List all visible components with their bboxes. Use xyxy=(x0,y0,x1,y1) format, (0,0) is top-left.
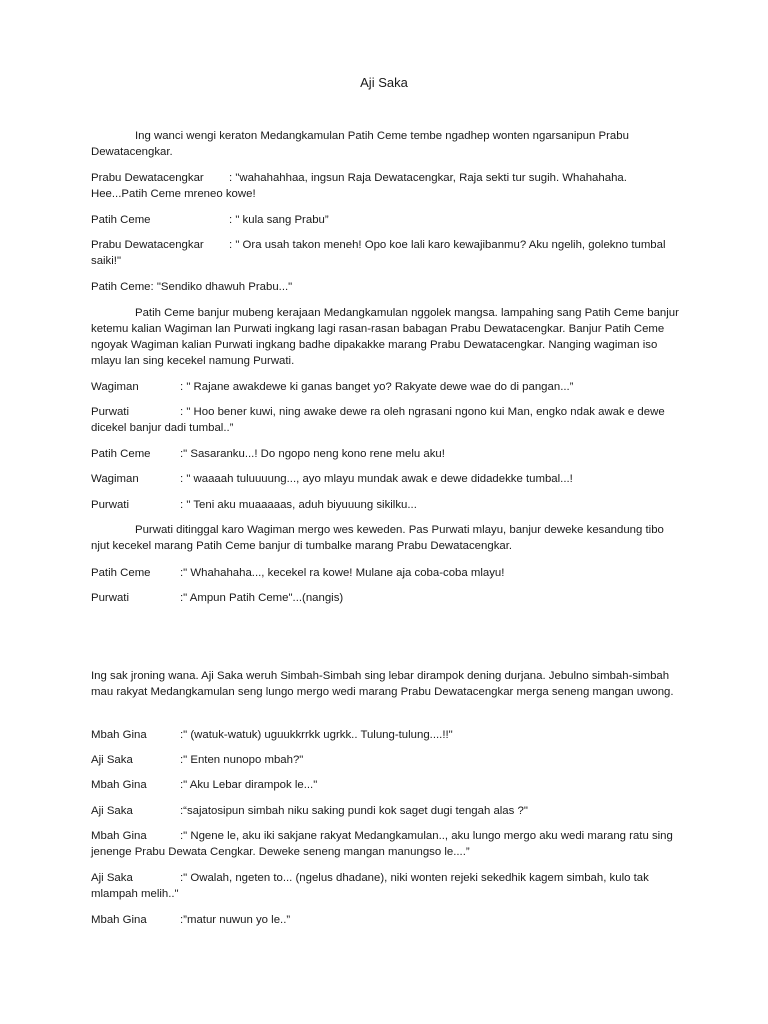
dialogue-line xyxy=(91,279,681,295)
dialogue-text: :”matur nuwun yo le..” xyxy=(180,914,291,926)
dialogue-text: : "wahahahhaa, ingsun Raja Dewatacengkar, Raja sekti tur sugih. Whahahaha. Hee...Patih Ceme mreneo kowe! xyxy=(91,172,627,200)
speaker-name: Aji Saka xyxy=(91,754,133,766)
document-title: Aji Saka xyxy=(360,75,408,90)
dialogue-line xyxy=(91,237,681,269)
dialogue-text: :" Ampun Patih Ceme"...(nangis) xyxy=(180,592,344,604)
dialogue-text: :" Ngene le, aku iki sakjane rakyat Medangkamulan.., aku lungo mergo aku wedi marang ratu sing jenenge Prabu Dewata Cengkar. Deweke seneng mangan manungso le....” xyxy=(91,830,673,858)
narration-text: Purwati ditinggal karo Wagiman mergo wes keweden. Pas Purwati mlayu, banjur deweke kesandung tibo njut kecekel marang Patih Ceme banjur di tumbalke marang Prabu Dewatacengkar. xyxy=(91,524,664,552)
speaker-name: Mbah Gina xyxy=(91,830,147,842)
narration-text: Ing wanci wengi keraton Medangkamulan Patih Ceme tembe ngadhep wonten ngarsanipun Prabu Dewatacengkar. xyxy=(91,130,629,158)
dialogue-text: : " kula sang Prabu” xyxy=(229,214,329,226)
speaker-name: Prabu Dewatacengkar xyxy=(91,172,204,184)
speaker-name: Mbah Gina xyxy=(91,729,147,741)
dialogue-text: : " Hoo bener kuwi, ning awake dewe ra oleh ngrasani ngono kui Man, engko ndak awak e dewe dicekel banjur dadi tumbal..” xyxy=(91,406,665,434)
dialogue-line xyxy=(91,379,681,395)
dialogue-line xyxy=(91,446,681,462)
dialogue-line xyxy=(91,471,681,487)
speaker-name: Mbah Gina xyxy=(91,779,147,791)
dialogue-text: :“sajatosipun simbah niku saking pundi kok saget dugi tengah alas ?" xyxy=(180,805,528,817)
dialogue-line xyxy=(91,590,681,606)
speaker-name: Patih Ceme xyxy=(91,567,151,579)
speaker-name: Aji Saka xyxy=(91,872,133,884)
dialogue-line xyxy=(91,912,681,928)
dialogue-line xyxy=(91,870,681,902)
speaker-name: Aji Saka xyxy=(91,805,133,817)
dialogue-text: : " waaaah tuluuuung..., ayo mlayu mundak awak e dewe didadekke tumbal...! xyxy=(180,473,573,485)
speaker-name: Purwati xyxy=(91,499,129,511)
narration-paragraph xyxy=(91,522,681,554)
speaker-name: Purwati xyxy=(91,406,129,418)
dialogue-text: Patih Ceme: "Sendiko dhawuh Prabu..." xyxy=(91,281,293,293)
dialogue-line xyxy=(91,727,681,743)
dialogue-line xyxy=(91,828,681,860)
dialogue-text: :" Whahahaha..., kecekel ra kowe! Mulane aja coba-coba mlayu! xyxy=(180,567,505,579)
dialogue-text: : " Ora usah takon meneh! Opo koe lali karo kewajibanmu? Aku ngelih, golekno tumbal saiki!" xyxy=(91,239,666,267)
dialogue-text: : " Rajane awakdewe ki ganas banget yo? Rakyate dewe wae do di pangan...” xyxy=(180,381,574,393)
dialogue-line xyxy=(91,565,681,581)
speaker-name: Prabu Dewatacengkar xyxy=(91,239,204,251)
narration-paragraph xyxy=(91,305,681,369)
dialogue-line xyxy=(91,803,681,819)
speaker-name: Wagiman xyxy=(91,381,139,393)
dialogue-text: :" Owalah, ngeten to... (ngelus dhadane), niki wonten rejeki sekedhik kagem simbah, kulo tak mlampah melih.." xyxy=(91,872,649,900)
speaker-name: Patih Ceme xyxy=(91,214,151,226)
dialogue-line xyxy=(91,777,681,793)
speaker-name: Patih Ceme xyxy=(91,448,151,460)
dialogue-line xyxy=(91,170,681,202)
speaker-name: Wagiman xyxy=(91,473,139,485)
dialogue-text: :" Sasaranku...! Do ngopo neng kono rene melu aku! xyxy=(180,448,445,460)
dialogue-line xyxy=(91,752,681,768)
dialogue-text: :" Aku Lebar dirampok le..." xyxy=(180,779,318,791)
dialogue-line xyxy=(91,212,681,228)
speaker-name: Purwati xyxy=(91,592,129,604)
narration-text: Patih Ceme banjur mubeng kerajaan Medangkamulan nggolek mangsa. lampahing sang Patih Ceme banjur ketemu kalian Wagiman lan Purwati ingkang lagi rasan-rasan babagan Prabu Dewatacengkar. Banjur Patih Ceme ngoyak Wagiman kalian Purwati ingkang badhe dipakakke marang Prabu Dewatacengkar. Nanging wagiman iso mlayu lan sing kecekel namung Purwati. xyxy=(91,307,679,367)
speaker-name: Mbah Gina xyxy=(91,914,147,926)
narration-paragraph xyxy=(91,128,681,160)
dialogue-text: :" (watuk-watuk) uguukkrrkk ugrkk.. Tulung-tulung....!!" xyxy=(180,729,453,741)
dialogue-text: : " Teni aku muaaaaas, aduh biyuuung sikilku... xyxy=(180,499,417,511)
dialogue-text: :" Enten nunopo mbah?" xyxy=(180,754,304,766)
narration-paragraph xyxy=(91,668,681,700)
dialogue-line xyxy=(91,497,681,513)
narration-text: Ing sak jroning wana. Aji Saka weruh Simbah-Simbah sing lebar dirampok dening durjana. Jebulno simbah-simbah mau rakyat Medangkamulan seng lungo mergo wedi marang Prabu Dewatacengkar merga seneng mangan uwong. xyxy=(91,670,674,698)
dialogue-line xyxy=(91,404,681,436)
